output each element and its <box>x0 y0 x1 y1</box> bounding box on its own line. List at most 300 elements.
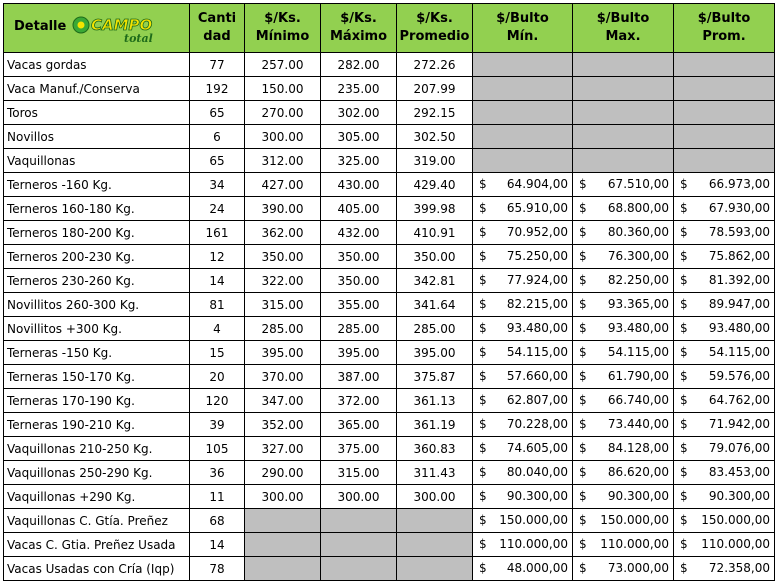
table-row <box>4 533 775 557</box>
table-row <box>4 341 775 365</box>
currency-symbol: $ <box>579 465 587 479</box>
amount: 78.593,00 <box>708 225 770 239</box>
table-row <box>4 149 775 173</box>
row-min-kg: 270.00 <box>245 101 321 125</box>
row-prom-kg: 207.99 <box>397 77 473 101</box>
row-bprom <box>674 533 775 557</box>
campo-total-logo <box>72 12 164 44</box>
amount: 82.250,00 <box>607 273 669 287</box>
amount: 75.250,00 <box>506 249 568 263</box>
row-cantidad: 77 <box>190 53 245 77</box>
currency-symbol: $ <box>680 273 688 287</box>
row-min-kg: 300.00 <box>245 125 321 149</box>
row-bmin <box>473 389 573 413</box>
header-min-kg: $/Ks. Mínimo <box>245 4 321 53</box>
amount: 73.440,00 <box>607 417 669 431</box>
table-row <box>4 413 775 437</box>
row-cantidad: 68 <box>190 509 245 533</box>
currency-symbol: $ <box>579 489 587 503</box>
row-name: Vaquillonas +290 Kg. <box>4 485 190 509</box>
amount: 83.453,00 <box>708 465 770 479</box>
currency-symbol: $ <box>479 177 487 191</box>
currency-symbol: $ <box>479 513 487 527</box>
row-bprom <box>674 269 775 293</box>
row-bprom <box>674 557 775 581</box>
row-cantidad: 14 <box>190 533 245 557</box>
row-bmax <box>573 437 674 461</box>
amount: 93.480,00 <box>708 321 770 335</box>
row-prom-kg: 429.40 <box>397 173 473 197</box>
row-prom-kg: 342.81 <box>397 269 473 293</box>
row-cantidad: 81 <box>190 293 245 317</box>
row-bprom <box>674 197 775 221</box>
row-bprom <box>674 245 775 269</box>
table-row <box>4 221 775 245</box>
amount: 80.360,00 <box>607 225 669 239</box>
row-bmax <box>573 413 674 437</box>
svg-text:CAMPO: CAMPO <box>91 16 153 34</box>
row-cantidad: 34 <box>190 173 245 197</box>
amount: 57.660,00 <box>506 369 568 383</box>
currency-symbol: $ <box>479 465 487 479</box>
table-row <box>4 125 775 149</box>
amount: 80.040,00 <box>506 465 568 479</box>
row-bprom <box>674 317 775 341</box>
currency-symbol: $ <box>479 201 487 215</box>
header-row <box>4 4 775 53</box>
row-bmax <box>573 461 674 485</box>
amount: 65.910,00 <box>506 201 568 215</box>
row-prom-kg: 285.00 <box>397 317 473 341</box>
currency-symbol: $ <box>479 345 487 359</box>
amount: 82.215,00 <box>506 297 568 311</box>
row-cantidad: 65 <box>190 101 245 125</box>
header-max-kg: $/Ks. Máximo <box>321 4 397 53</box>
row-max-kg: 405.00 <box>321 197 397 221</box>
amount: 54.115,00 <box>506 345 568 359</box>
row-bmin <box>473 557 573 581</box>
currency-symbol: $ <box>579 393 587 407</box>
empty-cell <box>473 101 573 125</box>
empty-cell <box>245 533 321 557</box>
empty-cell <box>674 77 775 101</box>
empty-cell <box>674 53 775 77</box>
currency-symbol: $ <box>579 561 587 575</box>
row-bprom <box>674 341 775 365</box>
row-bmin <box>473 221 573 245</box>
row-cantidad: 39 <box>190 413 245 437</box>
amount: 54.115,00 <box>607 345 669 359</box>
currency-symbol: $ <box>579 321 587 335</box>
row-bprom <box>674 365 775 389</box>
row-bmax <box>573 341 674 365</box>
currency-symbol: $ <box>680 441 688 455</box>
empty-cell <box>473 53 573 77</box>
row-bmin <box>473 509 573 533</box>
row-cantidad: 105 <box>190 437 245 461</box>
row-name: Terneros 180-200 Kg. <box>4 221 190 245</box>
amount: 76.300,00 <box>607 249 669 263</box>
row-min-kg: 257.00 <box>245 53 321 77</box>
row-name: Novillitos 260-300 Kg. <box>4 293 190 317</box>
empty-cell <box>573 125 674 149</box>
row-min-kg: 370.00 <box>245 365 321 389</box>
currency-symbol: $ <box>479 249 487 263</box>
row-bprom <box>674 389 775 413</box>
row-bprom <box>674 437 775 461</box>
row-max-kg: 365.00 <box>321 413 397 437</box>
row-bmax <box>573 221 674 245</box>
row-bmin <box>473 197 573 221</box>
currency-symbol: $ <box>579 201 587 215</box>
empty-cell <box>245 509 321 533</box>
row-prom-kg: 302.50 <box>397 125 473 149</box>
row-max-kg: 302.00 <box>321 101 397 125</box>
currency-symbol: $ <box>680 321 688 335</box>
row-max-kg: 325.00 <box>321 149 397 173</box>
row-prom-kg: 319.00 <box>397 149 473 173</box>
amount: 81.392,00 <box>708 273 770 287</box>
row-prom-kg: 360.83 <box>397 437 473 461</box>
row-min-kg: 427.00 <box>245 173 321 197</box>
currency-symbol: $ <box>579 273 587 287</box>
table-row <box>4 437 775 461</box>
amount: 59.576,00 <box>708 369 770 383</box>
empty-cell <box>473 149 573 173</box>
header-detalle-label: Detalle <box>14 19 67 34</box>
table-row <box>4 173 775 197</box>
row-max-kg: 350.00 <box>321 269 397 293</box>
row-cantidad: 65 <box>190 149 245 173</box>
amount: 89.947,00 <box>708 297 770 311</box>
currency-symbol: $ <box>479 537 487 551</box>
empty-cell <box>397 509 473 533</box>
row-bmin <box>473 365 573 389</box>
row-bprom <box>674 485 775 509</box>
row-name: Terneras 170-190 Kg. <box>4 389 190 413</box>
empty-cell <box>397 533 473 557</box>
row-bprom <box>674 221 775 245</box>
table-row <box>4 269 775 293</box>
row-name: Vacas Usadas con Cría (Iqp) <box>4 557 190 581</box>
row-max-kg: 235.00 <box>321 77 397 101</box>
amount: 93.365,00 <box>607 297 669 311</box>
row-max-kg: 285.00 <box>321 317 397 341</box>
row-max-kg: 375.00 <box>321 437 397 461</box>
row-name: Vacas gordas <box>4 53 190 77</box>
row-cantidad: 6 <box>190 125 245 149</box>
empty-cell <box>573 53 674 77</box>
row-bmin <box>473 173 573 197</box>
row-bmin <box>473 413 573 437</box>
row-max-kg: 387.00 <box>321 365 397 389</box>
currency-symbol: $ <box>579 177 587 191</box>
row-name: Novillos <box>4 125 190 149</box>
row-prom-kg: 410.91 <box>397 221 473 245</box>
row-bmin <box>473 269 573 293</box>
row-name: Terneros -160 Kg. <box>4 173 190 197</box>
amount: 74.605,00 <box>506 441 568 455</box>
empty-cell <box>573 101 674 125</box>
amount: 90.300,00 <box>708 489 770 503</box>
amount: 90.300,00 <box>607 489 669 503</box>
row-name: Vaca Manuf./Conserva <box>4 77 190 101</box>
row-bmax <box>573 173 674 197</box>
row-cantidad: 36 <box>190 461 245 485</box>
currency-symbol: $ <box>579 537 587 551</box>
empty-cell <box>321 557 397 581</box>
row-name: Terneras -150 Kg. <box>4 341 190 365</box>
currency-symbol: $ <box>479 273 487 287</box>
row-max-kg: 305.00 <box>321 125 397 149</box>
row-max-kg: 300.00 <box>321 485 397 509</box>
amount: 67.510,00 <box>607 177 669 191</box>
row-name: Novillitos +300 Kg. <box>4 317 190 341</box>
row-name: Terneros 160-180 Kg. <box>4 197 190 221</box>
amount: 67.930,00 <box>708 201 770 215</box>
row-bmax <box>573 533 674 557</box>
header-min-bulto: $/Bulto Mín. <box>473 4 573 53</box>
row-prom-kg: 272.26 <box>397 53 473 77</box>
row-bmax <box>573 245 674 269</box>
row-bmin <box>473 533 573 557</box>
header-prom-kg: $/Ks. Promedio <box>397 4 473 53</box>
row-min-kg: 395.00 <box>245 341 321 365</box>
amount: 84.128,00 <box>607 441 669 455</box>
header-prom-bulto: $/Bulto Prom. <box>674 4 775 53</box>
header-cantidad: Canti dad <box>190 4 245 53</box>
amount: 90.300,00 <box>506 489 568 503</box>
amount: 110.000,00 <box>701 537 770 551</box>
row-max-kg: 372.00 <box>321 389 397 413</box>
row-bmin <box>473 437 573 461</box>
row-max-kg: 395.00 <box>321 341 397 365</box>
row-prom-kg: 375.87 <box>397 365 473 389</box>
empty-cell <box>321 509 397 533</box>
table-row <box>4 461 775 485</box>
table-row <box>4 557 775 581</box>
row-name: Toros <box>4 101 190 125</box>
table-row <box>4 197 775 221</box>
currency-symbol: $ <box>680 225 688 239</box>
row-max-kg: 350.00 <box>321 245 397 269</box>
currency-symbol: $ <box>680 561 688 575</box>
row-bprom <box>674 509 775 533</box>
row-prom-kg: 399.98 <box>397 197 473 221</box>
row-name: Vaquillonas <box>4 149 190 173</box>
amount: 110.000,00 <box>499 537 568 551</box>
row-min-kg: 285.00 <box>245 317 321 341</box>
row-max-kg: 282.00 <box>321 53 397 77</box>
empty-cell <box>397 557 473 581</box>
amount: 150.000,00 <box>701 513 770 527</box>
currency-symbol: $ <box>479 489 487 503</box>
amount: 70.228,00 <box>506 417 568 431</box>
amount: 71.942,00 <box>708 417 770 431</box>
row-min-kg: 390.00 <box>245 197 321 221</box>
currency-symbol: $ <box>579 513 587 527</box>
table-row <box>4 245 775 269</box>
currency-symbol: $ <box>479 393 487 407</box>
row-prom-kg: 395.00 <box>397 341 473 365</box>
amount: 64.762,00 <box>708 393 770 407</box>
currency-symbol: $ <box>680 465 688 479</box>
row-prom-kg: 350.00 <box>397 245 473 269</box>
table-row <box>4 101 775 125</box>
empty-cell <box>321 533 397 557</box>
currency-symbol: $ <box>579 225 587 239</box>
currency-symbol: $ <box>680 249 688 263</box>
amount: 66.973,00 <box>708 177 770 191</box>
row-bmin <box>473 461 573 485</box>
amount: 110.000,00 <box>600 537 669 551</box>
row-cantidad: 120 <box>190 389 245 413</box>
table-row <box>4 485 775 509</box>
row-name: Terneros 200-230 Kg. <box>4 245 190 269</box>
table-row <box>4 509 775 533</box>
amount: 54.115,00 <box>708 345 770 359</box>
row-bprom <box>674 173 775 197</box>
empty-cell <box>473 125 573 149</box>
row-max-kg: 355.00 <box>321 293 397 317</box>
amount: 86.620,00 <box>607 465 669 479</box>
row-min-kg: 150.00 <box>245 77 321 101</box>
amount: 61.790,00 <box>607 369 669 383</box>
currency-symbol: $ <box>680 537 688 551</box>
currency-symbol: $ <box>680 417 688 431</box>
row-prom-kg: 341.64 <box>397 293 473 317</box>
row-name: Terneras 190-210 Kg. <box>4 413 190 437</box>
amount: 72.358,00 <box>708 561 770 575</box>
table-row <box>4 317 775 341</box>
amount: 64.904,00 <box>506 177 568 191</box>
currency-symbol: $ <box>680 369 688 383</box>
row-min-kg: 347.00 <box>245 389 321 413</box>
currency-symbol: $ <box>479 225 487 239</box>
currency-symbol: $ <box>479 297 487 311</box>
row-min-kg: 352.00 <box>245 413 321 437</box>
row-cantidad: 11 <box>190 485 245 509</box>
row-cantidad: 4 <box>190 317 245 341</box>
currency-symbol: $ <box>680 513 688 527</box>
row-bmax <box>573 365 674 389</box>
amount: 150.000,00 <box>499 513 568 527</box>
amount: 75.862,00 <box>708 249 770 263</box>
row-cantidad: 78 <box>190 557 245 581</box>
row-bprom <box>674 293 775 317</box>
amount: 150.000,00 <box>600 513 669 527</box>
row-bprom <box>674 413 775 437</box>
row-bmin <box>473 293 573 317</box>
empty-cell <box>674 101 775 125</box>
amount: 77.924,00 <box>506 273 568 287</box>
empty-cell <box>573 77 674 101</box>
amount: 70.952,00 <box>506 225 568 239</box>
row-min-kg: 322.00 <box>245 269 321 293</box>
row-name: Vaquillonas 210-250 Kg. <box>4 437 190 461</box>
currency-symbol: $ <box>579 345 587 359</box>
row-min-kg: 350.00 <box>245 245 321 269</box>
amount: 48.000,00 <box>506 561 568 575</box>
row-bmax <box>573 509 674 533</box>
currency-symbol: $ <box>680 201 688 215</box>
row-prom-kg: 361.13 <box>397 389 473 413</box>
table-row <box>4 365 775 389</box>
row-min-kg: 362.00 <box>245 221 321 245</box>
table-row <box>4 77 775 101</box>
row-cantidad: 161 <box>190 221 245 245</box>
row-bmax <box>573 317 674 341</box>
empty-cell <box>245 557 321 581</box>
row-prom-kg: 361.19 <box>397 413 473 437</box>
table-row <box>4 293 775 317</box>
table-row <box>4 389 775 413</box>
row-max-kg: 432.00 <box>321 221 397 245</box>
currency-symbol: $ <box>479 369 487 383</box>
currency-symbol: $ <box>479 417 487 431</box>
currency-symbol: $ <box>479 321 487 335</box>
currency-symbol: $ <box>680 297 688 311</box>
empty-cell <box>473 77 573 101</box>
row-bmax <box>573 293 674 317</box>
amount: 62.807,00 <box>506 393 568 407</box>
row-min-kg: 290.00 <box>245 461 321 485</box>
row-bmin <box>473 317 573 341</box>
row-name: Vacas C. Gtia. Preñez Usada <box>4 533 190 557</box>
row-min-kg: 315.00 <box>245 293 321 317</box>
row-min-kg: 300.00 <box>245 485 321 509</box>
row-name: Vaquillonas 250-290 Kg. <box>4 461 190 485</box>
row-name: Vaquillonas C. Gtía. Preñez <box>4 509 190 533</box>
header-detalle <box>4 4 190 53</box>
row-min-kg: 312.00 <box>245 149 321 173</box>
currency-symbol: $ <box>479 441 487 455</box>
currency-symbol: $ <box>579 417 587 431</box>
table-body <box>4 53 775 581</box>
amount: 93.480,00 <box>607 321 669 335</box>
currency-symbol: $ <box>579 441 587 455</box>
amount: 93.480,00 <box>506 321 568 335</box>
amount: 68.800,00 <box>607 201 669 215</box>
row-min-kg: 327.00 <box>245 437 321 461</box>
currency-symbol: $ <box>680 393 688 407</box>
row-name: Terneras 150-170 Kg. <box>4 365 190 389</box>
row-max-kg: 430.00 <box>321 173 397 197</box>
currency-symbol: $ <box>680 345 688 359</box>
row-bmax <box>573 557 674 581</box>
currency-symbol: $ <box>579 297 587 311</box>
row-cantidad: 14 <box>190 269 245 293</box>
amount: 79.076,00 <box>708 441 770 455</box>
row-name: Terneros 230-260 Kg. <box>4 269 190 293</box>
row-max-kg: 315.00 <box>321 461 397 485</box>
table-row <box>4 53 775 77</box>
row-prom-kg: 311.43 <box>397 461 473 485</box>
row-bmax <box>573 485 674 509</box>
row-cantidad: 192 <box>190 77 245 101</box>
currency-symbol: $ <box>680 489 688 503</box>
price-table <box>3 3 775 581</box>
row-bmin <box>473 485 573 509</box>
svg-text:total: total <box>124 32 153 44</box>
currency-symbol: $ <box>479 561 487 575</box>
row-cantidad: 12 <box>190 245 245 269</box>
empty-cell <box>674 125 775 149</box>
row-prom-kg: 300.00 <box>397 485 473 509</box>
amount: 73.000,00 <box>607 561 669 575</box>
currency-symbol: $ <box>579 249 587 263</box>
row-cantidad: 24 <box>190 197 245 221</box>
